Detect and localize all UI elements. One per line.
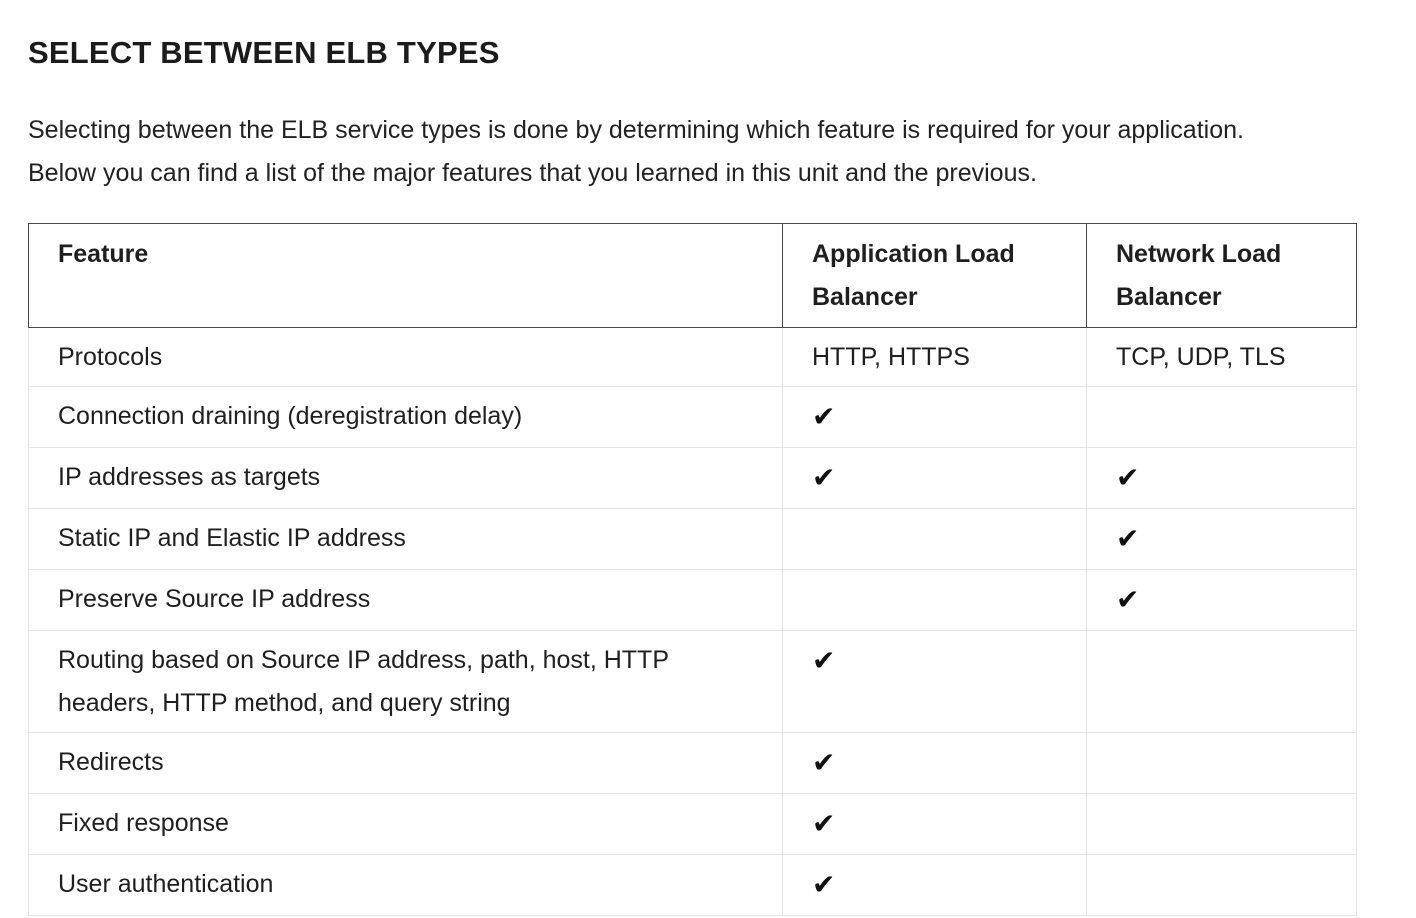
feature-comparison-table xyxy=(28,223,1357,916)
checkmark-icon: ✔ xyxy=(1116,461,1140,494)
checkmark-icon: ✔ xyxy=(812,868,836,901)
nlb-cell xyxy=(1087,855,1357,916)
checkmark-icon: ✔ xyxy=(812,807,836,840)
alb-cell xyxy=(783,387,1087,448)
intro-paragraph xyxy=(28,109,1356,195)
alb-cell xyxy=(783,794,1087,855)
checkmark-icon: ✔ xyxy=(812,644,836,677)
nlb-cell xyxy=(1087,448,1357,509)
table-row xyxy=(29,794,1357,855)
feature-cell: Preserve Source IP address xyxy=(29,570,783,631)
nlb-cell xyxy=(1087,387,1357,448)
feature-cell: Static IP and Elastic IP address xyxy=(29,509,783,570)
feature-cell: Protocols xyxy=(29,328,783,387)
feature-cell: IP addresses as targets xyxy=(29,448,783,509)
checkmark-icon: ✔ xyxy=(1116,583,1140,616)
table-row xyxy=(29,570,1357,631)
table-row xyxy=(29,387,1357,448)
alb-cell xyxy=(783,570,1087,631)
checkmark-icon: ✔ xyxy=(812,461,836,494)
intro-line-2: Below you can find a list of the major features that you learned in this unit and the previous. xyxy=(28,159,1037,187)
feature-cell: Redirects xyxy=(29,733,783,794)
header-network-load-balancer: Network Load Balancer xyxy=(1087,224,1357,328)
feature-cell: Connection draining (deregistration delay) xyxy=(29,387,783,448)
alb-cell xyxy=(783,733,1087,794)
alb-cell xyxy=(783,509,1087,570)
section-heading: SELECT BETWEEN ELB TYPES xyxy=(28,35,500,70)
header-feature: Feature xyxy=(29,224,783,328)
checkmark-icon: ✔ xyxy=(812,746,836,779)
table-row xyxy=(29,631,1357,733)
nlb-cell xyxy=(1087,570,1357,631)
table-row xyxy=(29,448,1357,509)
table-header-row xyxy=(29,224,1357,328)
feature-cell: Routing based on Source IP address, path, host, HTTP headers, HTTP method, and query string xyxy=(29,631,783,733)
alb-cell xyxy=(783,631,1087,733)
table-row xyxy=(29,509,1357,570)
alb-cell xyxy=(783,855,1087,916)
nlb-cell xyxy=(1087,631,1357,733)
checkmark-icon: ✔ xyxy=(812,400,836,433)
nlb-cell xyxy=(1087,794,1357,855)
table-row xyxy=(29,733,1357,794)
alb-cell xyxy=(783,448,1087,509)
nlb-cell xyxy=(1087,733,1357,794)
nlb-cell xyxy=(1087,509,1357,570)
alb-cell: HTTP, HTTPS xyxy=(783,328,1087,387)
checkmark-icon: ✔ xyxy=(1116,522,1140,555)
intro-line-1: Selecting between the ELB service types is done by determining which feature is required for your application. xyxy=(28,116,1244,144)
table-row xyxy=(29,855,1357,916)
table-row xyxy=(29,328,1357,387)
feature-cell: Fixed response xyxy=(29,794,783,855)
header-application-load-balancer: Application Load Balancer xyxy=(783,224,1087,328)
nlb-cell: TCP, UDP, TLS xyxy=(1087,328,1357,387)
feature-cell: User authentication xyxy=(29,855,783,916)
